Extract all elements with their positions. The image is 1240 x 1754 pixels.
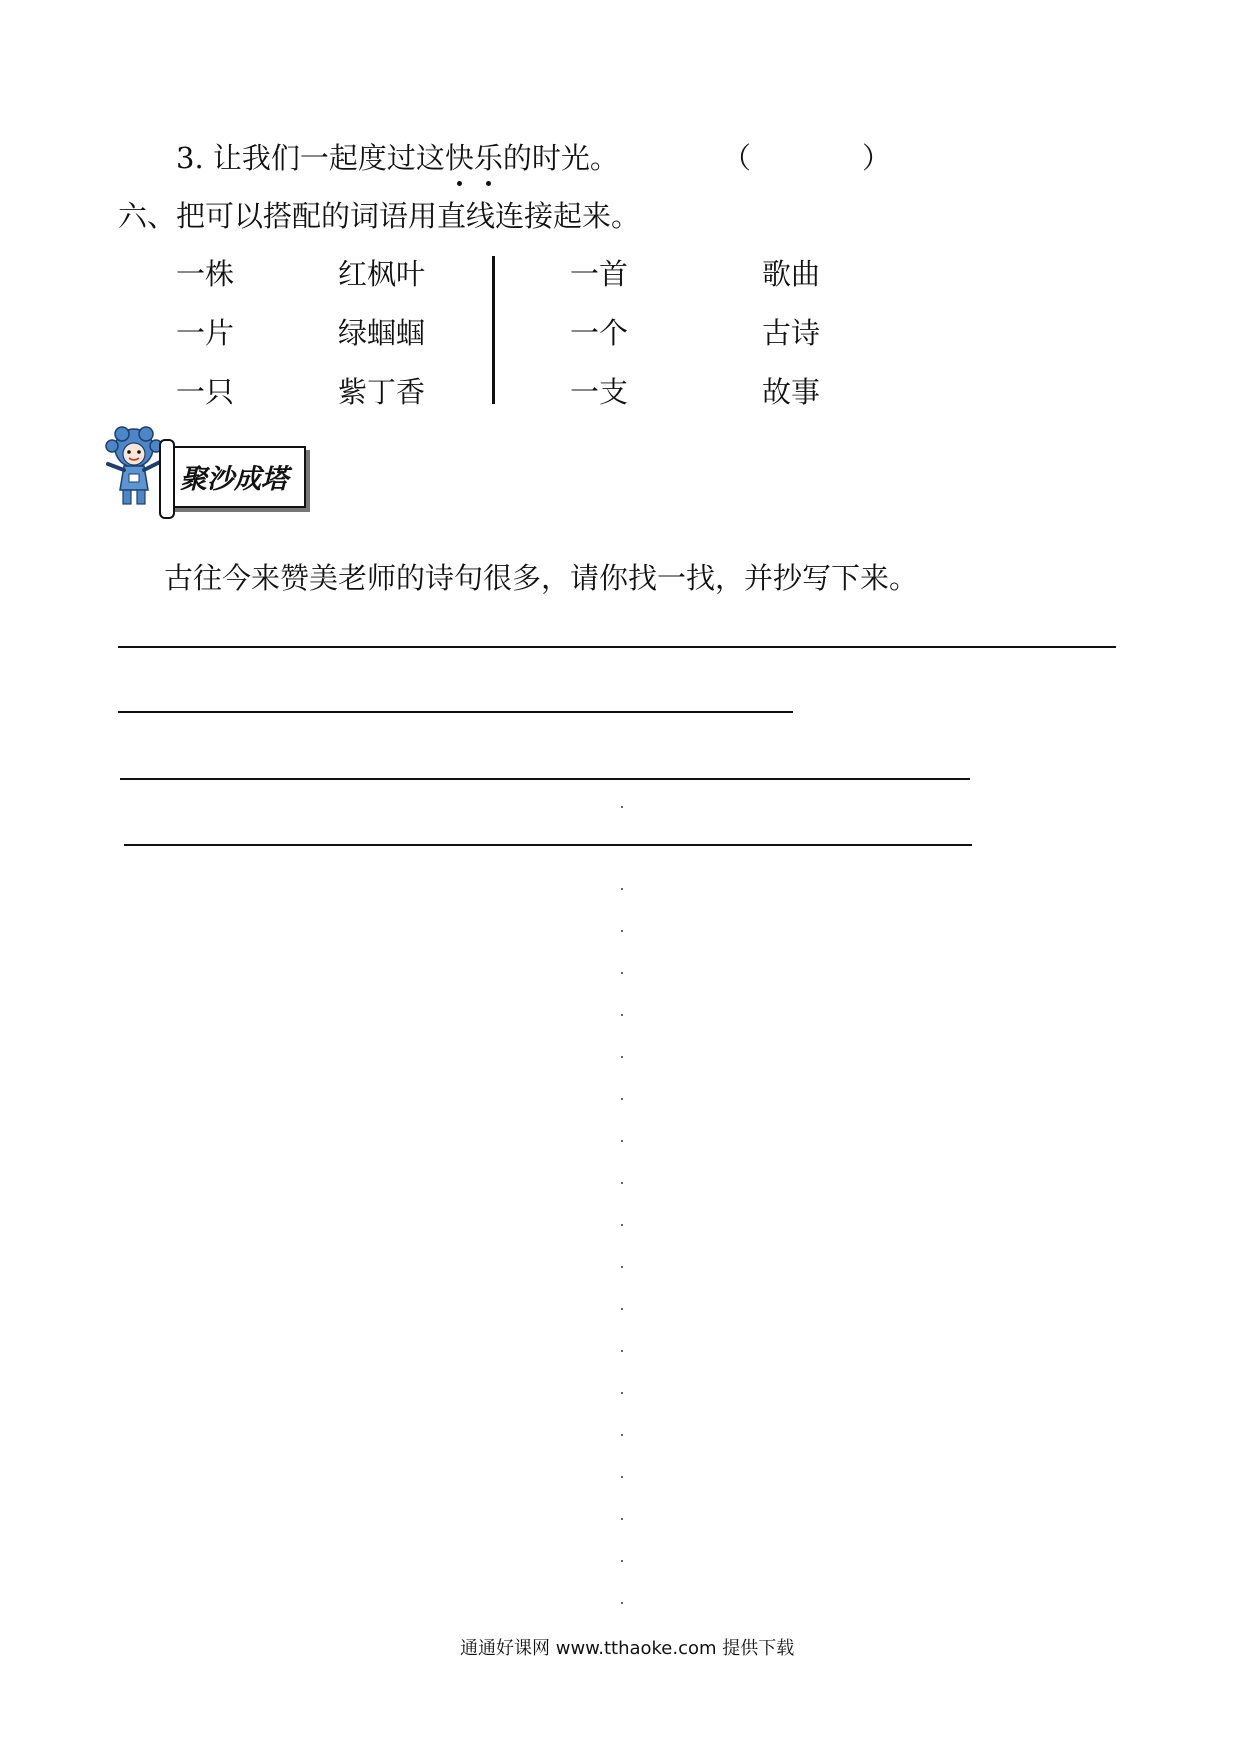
question-3 xyxy=(176,136,619,177)
guide-dot xyxy=(621,1560,623,1562)
answer-line-2[interactable] xyxy=(118,711,793,713)
section-6-heading: 六、把可以搭配的词语用直线连接起来。 xyxy=(118,199,641,233)
matching-divider xyxy=(492,256,495,404)
guide-dot xyxy=(621,1140,623,1142)
footer-text: 通通好课网 www.tthaoke.com 提供下载 xyxy=(460,1638,795,1659)
guide-dot xyxy=(621,930,623,932)
guide-dot xyxy=(621,1098,623,1100)
guide-dot xyxy=(621,806,623,808)
answer-blank[interactable] xyxy=(760,136,860,170)
measure-word-5[interactable]: 一个 xyxy=(570,316,629,350)
answer-line-1[interactable] xyxy=(118,646,1116,648)
answer-paren-open: （ xyxy=(722,141,752,175)
noun-word-1[interactable]: 红枫叶 xyxy=(338,257,426,291)
measure-word-3[interactable]: 一只 xyxy=(176,375,235,409)
guide-dot xyxy=(621,1518,623,1520)
question-3-suffix: 的时光。 xyxy=(502,141,619,175)
guide-dot xyxy=(621,1266,623,1268)
guide-dot xyxy=(621,1308,623,1310)
guide-dot xyxy=(621,888,623,890)
guide-dot xyxy=(621,1056,623,1058)
task-instruction: 古往今来赞美老师的诗句很多，请你找一找，并抄写下来。 xyxy=(164,561,919,595)
guide-dot xyxy=(621,1476,623,1478)
answer-line-4[interactable] xyxy=(124,844,972,846)
answer-paren-close: ） xyxy=(862,141,892,175)
guide-dot xyxy=(621,1224,623,1226)
guide-dot xyxy=(621,1182,623,1184)
guide-dot xyxy=(621,972,623,974)
section-banner xyxy=(166,446,306,508)
answer-line-3[interactable] xyxy=(120,778,970,780)
guide-dot xyxy=(621,1392,623,1394)
measure-word-2[interactable]: 一片 xyxy=(176,316,235,350)
guide-dot xyxy=(621,1434,623,1436)
guide-dot xyxy=(621,1350,623,1352)
noun-word-4[interactable]: 歌曲 xyxy=(762,257,821,291)
measure-word-1[interactable]: 一株 xyxy=(176,257,235,291)
guide-dot xyxy=(621,1602,623,1604)
noun-word-6[interactable]: 故事 xyxy=(762,375,821,409)
dotted-char-1: 快 xyxy=(445,136,474,177)
measure-word-4[interactable]: 一首 xyxy=(570,257,629,291)
noun-word-2[interactable]: 绿蝈蝈 xyxy=(338,316,426,350)
question-3-prefix: 3. 让我们一起度过这 xyxy=(176,141,445,175)
measure-word-6[interactable]: 一支 xyxy=(570,375,629,409)
section-banner-title: 聚沙成塔 xyxy=(180,464,288,495)
dotted-char-2: 乐 xyxy=(474,136,503,177)
noun-word-3[interactable]: 紫丁香 xyxy=(338,375,426,409)
guide-dot xyxy=(621,1014,623,1016)
noun-word-5[interactable]: 古诗 xyxy=(762,316,821,350)
